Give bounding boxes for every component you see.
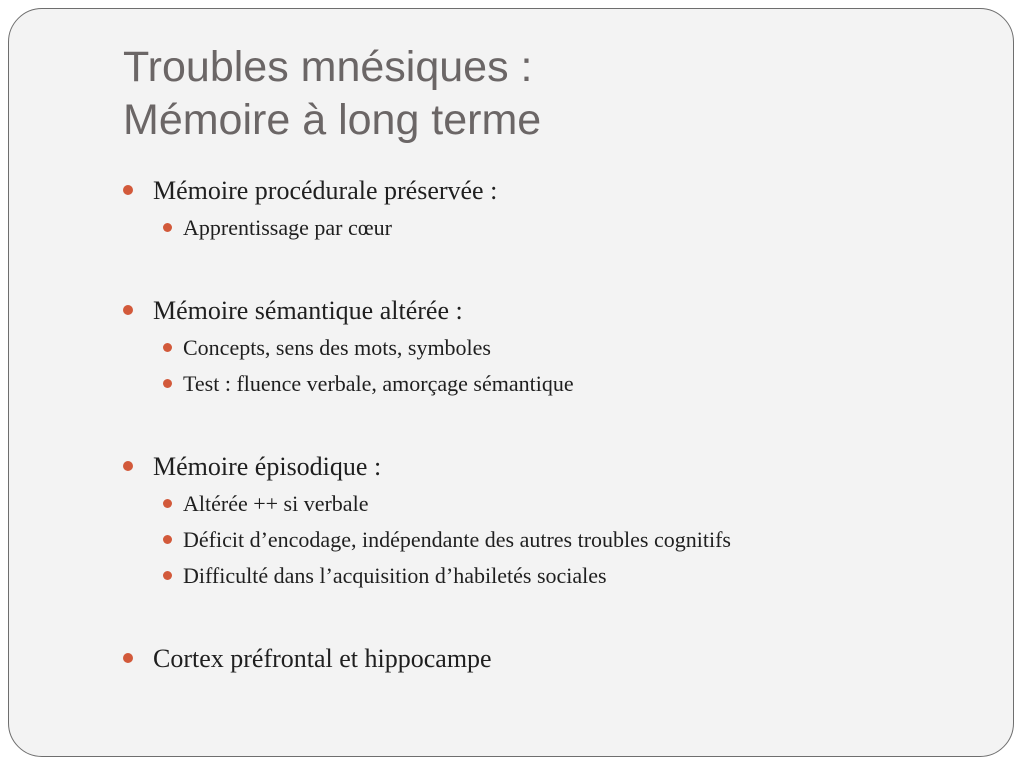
bullet-item: [123, 290, 983, 332]
sub-bullet-item: [123, 558, 983, 594]
sub-bullet-label: Test : fluence verbale, amorçage sémantique: [183, 371, 574, 396]
sub-bullet-dot-icon: [163, 343, 172, 352]
bullet-dot-icon: [123, 653, 133, 663]
sub-bullet-list: [123, 486, 983, 594]
bullet-dot-icon: [123, 305, 133, 315]
bullet-label: Mémoire procédurale préservée :: [153, 176, 498, 205]
sub-bullet-label: Concepts, sens des mots, symboles: [183, 335, 491, 360]
sub-bullet-dot-icon: [163, 571, 172, 580]
sub-bullet-item: [123, 330, 983, 366]
bullet-dot-icon: [123, 461, 133, 471]
slide-frame: [8, 8, 1014, 757]
sub-bullet-dot-icon: [163, 223, 172, 232]
bullet-dot-icon: [123, 185, 133, 195]
bullet-list: [123, 170, 983, 680]
sub-bullet-dot-icon: [163, 499, 172, 508]
sub-bullet-dot-icon: [163, 535, 172, 544]
sub-bullet-list: [123, 210, 983, 246]
bullet-label: Cortex préfrontal et hippocampe: [153, 644, 492, 673]
slide-title-line-2: Mémoire à long terme: [123, 96, 542, 144]
sub-bullet-label: Altérée ++ si verbale: [183, 491, 369, 516]
slide-title-line-1: Troubles mnésiques :: [123, 43, 533, 91]
bullet-group-episodique: [123, 446, 983, 594]
bullet-item: [123, 446, 983, 488]
sub-bullet-label: Difficulté dans l’acquisition d’habiletés sociales: [183, 563, 607, 588]
sub-bullet-item: [123, 486, 983, 522]
bullet-item: [123, 638, 983, 680]
bullet-group-cortex: [123, 638, 983, 680]
bullet-group-procedurale: [123, 170, 983, 246]
sub-bullet-list: [123, 330, 983, 402]
bullet-item: [123, 170, 983, 212]
sub-bullet-item: [123, 210, 983, 246]
sub-bullet-item: [123, 522, 983, 558]
bullet-group-semantique: [123, 290, 983, 402]
bullet-label: Mémoire épisodique :: [153, 452, 382, 481]
slide-title: [123, 41, 923, 147]
bullet-label: Mémoire sémantique altérée :: [153, 296, 463, 325]
sub-bullet-label: Déficit d’encodage, indépendante des autres troubles cognitifs: [183, 527, 731, 552]
sub-bullet-label: Apprentissage par cœur: [183, 215, 392, 240]
sub-bullet-dot-icon: [163, 379, 172, 388]
sub-bullet-item: [123, 366, 983, 402]
